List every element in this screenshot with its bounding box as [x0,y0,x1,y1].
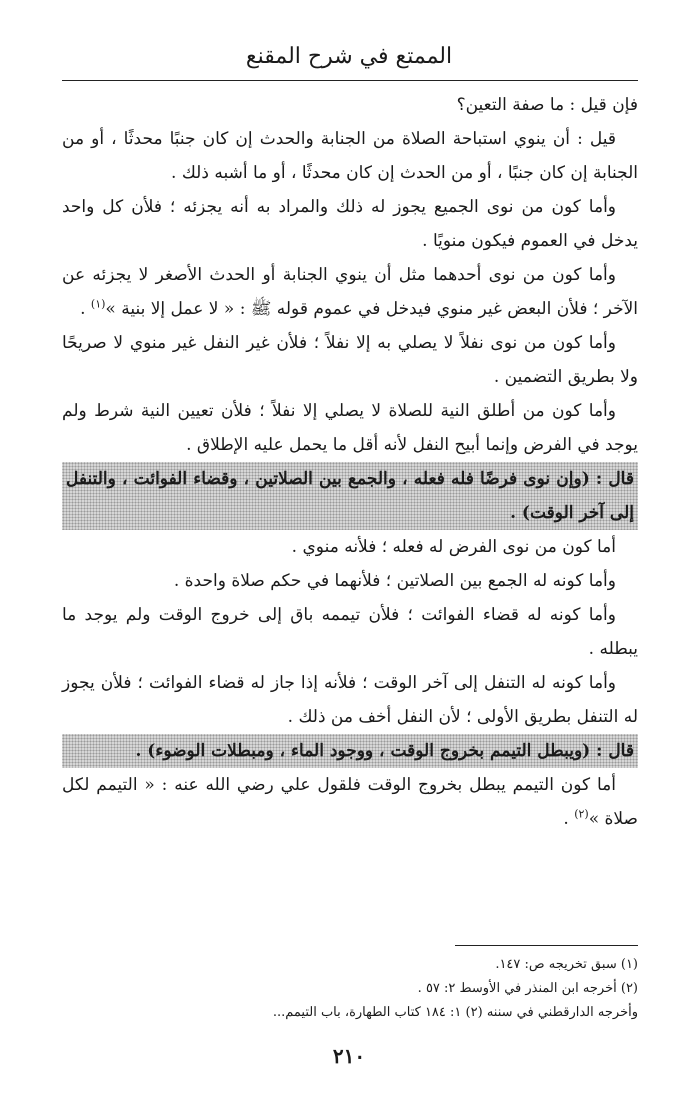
paragraph-unspecified: وأما كون من أطلق النية للصلاة لا يصلي إلا نفلاً ؛ فلأن تعيين النية شرط ولم يوجد في الفرض وإنما أبيح النفل لأنه أقل ما يحمل عليه الإطلاق . [62,401,638,455]
paragraph-intending-one [62,258,638,326]
paragraph-intending-all: وأما كون من نوى الجميع يجوز له ذلك والمراد به أنه يجزئه ؛ فلأن كل واحد يدخل في العموم فيكون منويًا . [62,197,638,251]
paragraph-time-expiry-text: أما كون التيمم يبطل بخروج الوقت فلقول علي رضي الله عنه : « التيمم لكل صلاة » [62,775,638,829]
matn-quote-2: قال : (ويبطل التيمم بخروج الوقت ، ووجود الماء ، ومبطلات الوضوء) . [62,734,638,768]
main-text [62,88,638,836]
paragraph-combining: وأما كونه له الجمع بين الصلاتين ؛ فلأنهما في حكم صلاة واحدة . [173,571,616,591]
footnote-ref-1: (١) [90,297,106,311]
paragraph-question: فإن قيل : ما صفة التعين؟ [456,95,638,115]
footnotes [62,953,638,1025]
footnote-ref-2: (٢) [574,807,589,821]
paragraph-obligatory: أما كون من نوى الفرض له فعله ؛ فلأنه منوي . [291,537,616,557]
footnote-1: (١) سبق تخريجه ص: ١٤٧. [495,957,638,972]
paragraph-missed-prayers: وأما كونه له قضاء الفوائت ؛ فلأن تيممه باق إلى خروج الوقت ولم يوجد ما يبطله . [62,605,638,659]
footnote-2: (٢) أخرجه ابن المنذر في الأوسط ٢: ٥٧ . [417,981,638,996]
footnote-2-continued: وأخرجه الدارقطني في سننه (٢) ١: ١٨٤ كتاب الطهارة، باب التيمم... [272,1005,638,1020]
header-rule [62,80,638,81]
paragraph-intending-one-tail: . [80,299,91,319]
paragraph-time-expiry [62,768,638,836]
running-header-title: الممتع في شرح المقنع [245,44,453,69]
paragraph-answer: قيل : أن ينوي استباحة الصلاة من الجنابة والحدث إن كان جنبًا محدثًا ، أو من الجنابة إن كان جنبًا ، أو من الحدث إن كان محدثًا ، أو ما أشبه ذلك . [62,129,638,183]
paragraph-time-expiry-tail: . [563,809,575,829]
matn-quote-1: قال : (وإن نوى فرضًا فله فعله ، والجمع بين الصلاتين ، وقضاء الفوائت ، والتنفل إلى آخر الوقت) . [62,462,638,530]
page-number: ٢١٠ [332,1044,366,1068]
paragraph-voluntary: وأما كون من نوى نفلاً لا يصلي به إلا نفلاً ؛ فلأن غير النفل غير منوي لا صريحًا ولا بطريق التضمين . [62,333,638,387]
paragraph-intending-one-text: وأما كون من نوى أحدهما مثل أن ينوي الجنابة أو الحدث الأصغر لا يجزئه عن الآخر ؛ فلأن البعض غير منوي فيدخل في عموم قوله ﷺ : « لا عمل إلا بنية » [62,265,638,319]
footnote-rule [455,945,638,946]
paragraph-voluntary-end-time: وأما كونه له التنفل إلى آخر الوقت ؛ فلأنه إذا جاز له قضاء الفوائت ؛ فلأن يجوز له التنفل بطريق الأولى ؛ لأن النفل أخف من ذلك . [62,673,638,727]
